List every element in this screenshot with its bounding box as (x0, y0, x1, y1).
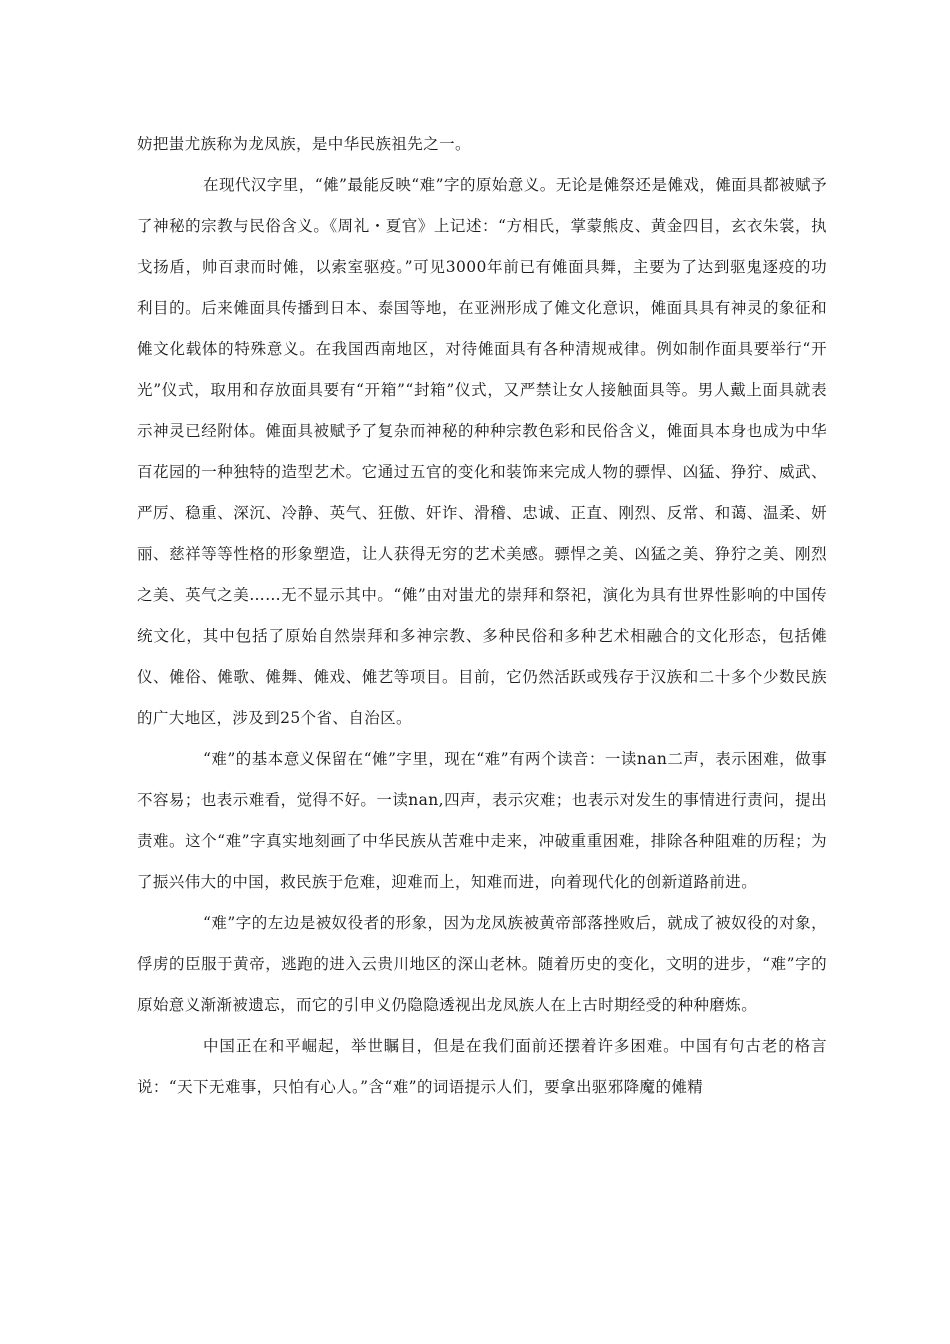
paragraph-2: 在现代汉字里，“傩”最能反映“难”字的原始意义。无论是傩祭还是傩戏，傩面具都被赋予了神秘的宗教与民俗含义。《周礼・夏官》上记述：“方相氏，掌蒙熊皮、黄金四目，玄衣朱裳，执戈扬盾，帅百隶而时傩，以索室驱疫。”可见3000年前已有傩面具舞，主要为了达到驱鬼逐疫的功利目的。后来傩面具传播到日本、泰国等地，在亚洲形成了傩文化意识，傩面具具有神灵的象征和傩文化载体的特殊意义。在我国西南地区，对待傩面具有各种清规戒律。例如制作面具要举行“开光”仪式，取用和存放面具要有“开箱”“封箱”仪式，又严禁让女人接触面具等。男人戴上面具就表示神灵已经附体。傩面具被赋予了复杂而神秘的种种宗教色彩和民俗含义，傩面具本身也成为中华百花园的一种独特的造型艺术。它通过五官的变化和装饰来完成人物的骠悍、凶猛、狰狞、威武、严厉、稳重、深沉、冷静、英气、狂傲、奸诈、滑稽、忠诚、正直、刚烈、反常、和蔼、温柔、妍丽、慈祥等等性格的形象塑造，让人获得无穷的艺术美感。骠悍之美、凶猛之美、狰狞之美、刚烈之美、英气之美……无不显示其中。“傩”由对蚩尤的崇拜和祭祀，演化为具有世界性影响的中国传统文化，其中包括了原始自然崇拜和多神宗教、多种民俗和多种艺术相融合的文化形态，包括傩仪、傩俗、傩歌、傩舞、傩戏、傩艺等项目。目前，它仍然活跃或残存于汉族和二十多个少数民族的广大地区，涉及到25个省、自治区。 (137, 176, 827, 727)
paragraph-1: 妨把蚩尤族称为龙凤族，是中华民族祖先之一。 (137, 135, 471, 153)
document-body (137, 124, 827, 1108)
paragraph-3: “难”的基本意义保留在“傩”字里，现在“难”有两个读音：一读nan二声，表示困难，做事不容易；也表示难看，觉得不好。一读nan,四声，表示灾难；也表示对发生的事情进行责问，提出责难。这个“难”字真实地刻画了中华民族从苦难中走来，冲破重重困难，排除各种阻难的历程；为了振兴伟大的中国，救民族于危难，迎难而上，知难而进，向着现代化的创新道路前进。 (137, 750, 827, 891)
paragraph-4: “难”字的左边是被奴役者的形象，因为龙凤族被黄帝部落挫败后，就成了被奴役的对象，俘虏的臣服于黄帝，逃跑的进入云贵川地区的深山老林。随着历史的变化，文明的进步，“难”字的原始意义渐渐被遗忘，而它的引申义仍隐隐透视出龙凤族人在上古时期经受的种种磨炼。 (137, 914, 827, 1014)
paragraph-5: 中国正在和平崛起，举世瞩目，但是在我们面前还摆着许多困难。中国有句古老的格言说：“天下无难事，只怕有心人。”含“难”的词语提示人们，要拿出驱邪降魔的傩精 (137, 1037, 827, 1096)
